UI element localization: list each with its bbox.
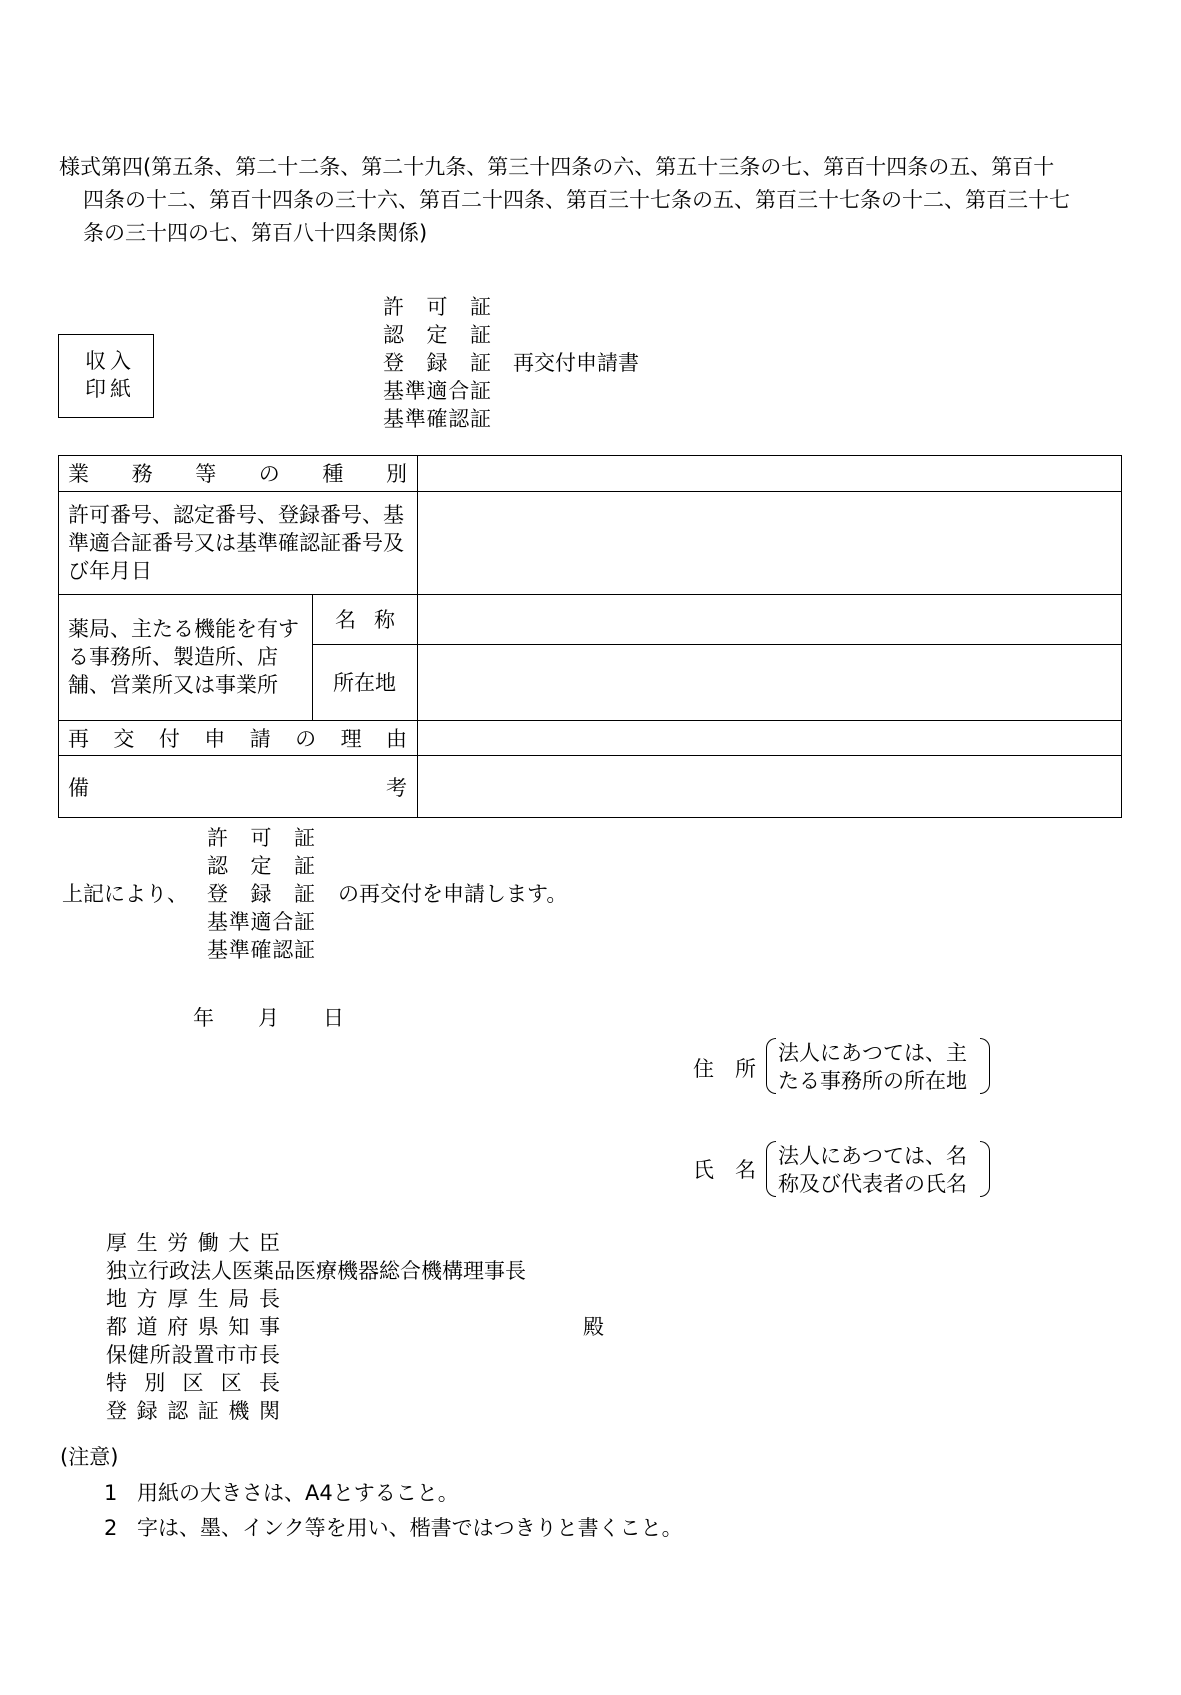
label-text: 再交付申請の理由 [68,726,407,751]
notes-title: (注意) [60,1445,119,1469]
field-number-date[interactable] [418,491,1122,594]
decl-cert-1: 許可証 [207,826,315,850]
address-note-2: たる事務所の所在地 [778,1069,967,1093]
title-cert-5: 基準確認証 [383,407,491,431]
addressee: 地方厚生局長 [106,1287,280,1311]
left-bracket-icon [766,1038,776,1094]
decl-cert-4: 基準適合証 [207,910,315,934]
field-business-type[interactable] [418,455,1122,491]
label-text: 薬局、主たる機能を有する事務所、製造所、店舗、営業所又は事業所 [68,617,299,697]
label-text: 所在地 [333,671,396,695]
stamp-line-1: 収入 [85,349,135,373]
decl-cert-5: 基準確認証 [207,938,315,962]
honorific: 殿 [583,1315,604,1339]
field-facility-location[interactable] [418,644,1122,720]
form-header-line-1: 様式第四(第五条、第二十二条、第二十九条、第三十四条の六、第五十三条の七、第百十四条の五、第百十 [59,155,1055,179]
field-reissue-reason[interactable] [418,720,1122,755]
declaration-certificate-list [207,824,315,964]
address-note-1: 法人にあつては、主 [778,1041,967,1065]
label-text: 許可番号、認定番号、登録番号、基準適合証番号又は基準確認証番号及び年月日 [68,502,404,583]
addressee: 特別区区長 [106,1371,280,1395]
title-cert-1: 許可証 [383,295,491,319]
revenue-stamp-box [58,334,154,418]
title-certificate-list [383,293,491,433]
label-text: 考 [386,775,407,800]
addressee: 登録認証機関 [106,1399,280,1423]
field-remarks[interactable] [418,755,1122,818]
title-cert-4: 基準適合証 [383,379,491,403]
title-cert-2: 認定証 [383,323,491,347]
date-month: 月 [258,1006,279,1030]
note-number: 1 [104,1481,118,1505]
form-header-line-2: 四条の十二、第百十四条の三十六、第百二十四条、第百三十七条の五、第百三十七条の十二、第百三十七 [83,188,1070,212]
label-name [313,594,417,644]
addressee: 厚生労働大臣 [106,1231,280,1255]
label-facility [58,594,312,720]
addressee-list [106,1229,526,1425]
field-facility-name[interactable] [418,594,1122,644]
note-text: 用紙の大きさは、A4とすること。 [137,1481,459,1505]
name-label: 氏 名 [693,1158,756,1182]
declaration-prefix: 上記により、 [62,882,188,906]
addressee: 都道府県知事 [106,1315,280,1339]
address-label: 住 所 [693,1057,756,1081]
label-remarks [58,755,417,818]
note-number: 2 [104,1516,118,1540]
addressee: 独立行政法人医薬品医療機器総合機構理事長 [106,1259,526,1283]
label-text: 業務等の種別 [68,462,407,486]
title-suffix: 再交付申請書 [513,351,639,375]
label-number-date [58,491,417,594]
label-text: 備 [68,775,89,800]
left-bracket-icon [766,1141,776,1197]
decl-cert-2: 認定証 [207,854,315,878]
label-business-type [58,455,417,491]
declaration-suffix: の再交付を申請します。 [338,882,568,906]
addressee: 保健所設置市市長 [106,1343,280,1367]
decl-cert-3: 登録証 [207,882,315,906]
date-year: 年 [193,1006,214,1030]
label-location [313,644,417,720]
stamp-line-2: 印紙 [85,377,135,401]
label-text: 名称 [335,608,395,632]
right-bracket-icon [980,1141,990,1197]
name-note-1: 法人にあつては、名 [778,1144,967,1168]
note-text: 字は、墨、インク等を用い、楷書ではつきりと書くこと。 [137,1516,683,1540]
title-cert-3: 登録証 [383,351,491,375]
label-reissue-reason [58,720,417,755]
form-header-line-3: 条の三十四の七、第百八十四条関係) [83,221,428,245]
right-bracket-icon [980,1038,990,1094]
date-day: 日 [323,1006,344,1030]
name-note-2: 称及び代表者の氏名 [778,1172,967,1196]
